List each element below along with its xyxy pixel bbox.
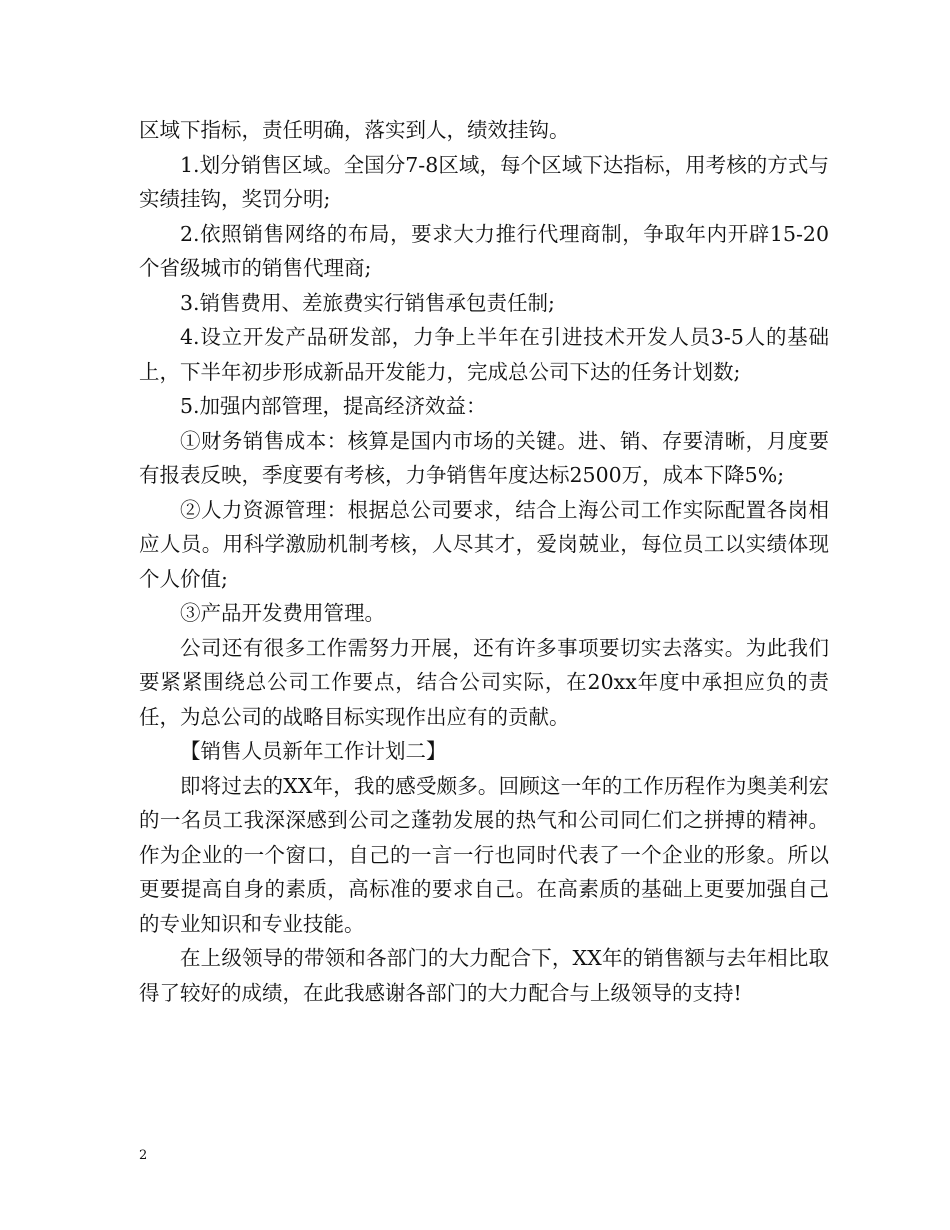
paragraph-subitem-hr: ②人力资源管理：根据总公司要求，结合上海公司工作实际配置各岗相应人员。用科学激励机制考核，人尽其才，爱岗兢业，每位员工以实绩体现个人价值; [139,497,829,591]
document-body [139,113,829,1010]
section-heading: 【销售人员新年工作计划二】 [180,739,447,763]
paragraph-item-3: 3.销售费用、差旅费实行销售承包责任制; [180,290,555,315]
paragraph-thanks: 在上级领导的带领和各部门的大力配合下，XX年的销售额与去年相比取得了较好的成绩，在此我感谢各部门的大力配合与上级领导的支持! [139,946,829,1005]
paragraph-item-1: 1.划分销售区域。全国分7-8区域，每个区域下达指标，用考核的方式与实绩挂钩，奖罚分明; [139,152,829,211]
page-number: 2 [139,1148,148,1163]
paragraph-subitem-finance: ①财务销售成本：核算是国内市场的关键。进、销、存要清晰，月度要有报表反映，季度要有考核，力争销售年度达标2500万，成本下降5%; [139,428,829,487]
paragraph-conclusion: 公司还有很多工作需努力开展，还有许多事项要切实去落实。为此我们要紧紧围绕总公司工作要点，结合公司实际，在20xx年度中承担应负的责任，为总公司的战略目标实现作出应有的贡献。 [139,635,829,729]
paragraph-item-5: 5.加强内部管理，提高经济效益： [180,394,487,418]
paragraph-item-4: 4.设立开发产品研发部，力争上半年在引进技术开发人员3-5人的基础上，下半年初步形成新品开发能力，完成总公司下达的任务计划数; [139,325,829,384]
paragraph-subitem-product: ③产品开发费用管理。 [180,601,385,625]
paragraph-item-2: 2.依照销售网络的布局，要求大力推行代理商制，争取年内开辟15-20个省级城市的销售代理商; [139,221,829,280]
paragraph-review: 即将过去的XX年，我的感受颇多。回顾这一年的工作历程作为奥美利宏的一名员工我深深感到公司之蓬勃发展的热气和公司同仁们之拼搏的精神。作为企业的一个窗口，自己的一言一行也同时代表了一个企业的形象。所以更要提高自身的素质，高标准的要求自己。在高素质的基础上更要加强自己的专业知识和专业技能。 [139,773,829,936]
paragraph-continuation: 区域下指标，责任明确，落实到人，绩效挂钩。 [139,118,570,142]
